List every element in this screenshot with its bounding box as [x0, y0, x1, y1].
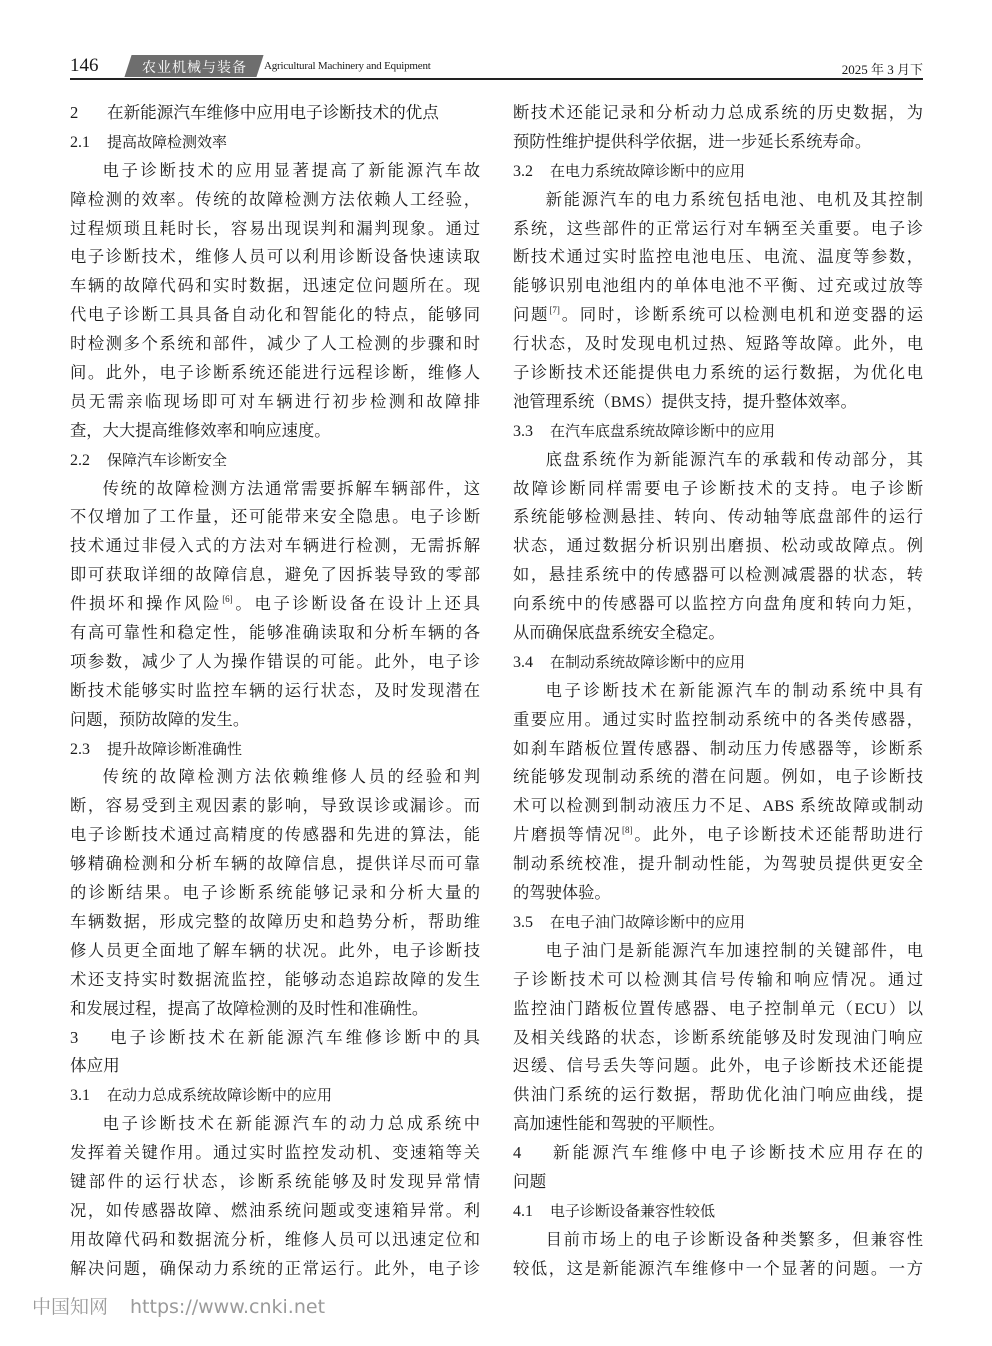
issue-date: 2025 年 3 月下	[841, 62, 923, 77]
text-line: 有高可靠性和稳定性，能够准确读取和分析车辆的各	[70, 623, 480, 643]
text-line: 新能源汽车的电力系统包括电池、电机及其控制	[545, 189, 923, 209]
journal-name-en: Agricultural Machinery and Equipment	[264, 60, 431, 72]
text-line: 不仅增加了工作量，还可能带来安全隐患。电子诊断	[70, 507, 480, 527]
text-line: 和发展过程，提高了故障检测的及时性和准确性。	[70, 998, 429, 1018]
section-heading	[513, 1139, 923, 1197]
heading-number: 2.2	[70, 451, 90, 469]
text-line: 体应用	[70, 1056, 120, 1076]
section-heading	[70, 99, 480, 128]
heading-number: 4.1	[513, 1202, 533, 1220]
text-line: 修人员更全面地了解车辆的状况。此外，电子诊断技	[70, 940, 480, 960]
heading-number: 2.1	[70, 133, 90, 151]
text-line: 术还支持实时数据流监控，能够动态追踪故障的发生	[70, 969, 480, 989]
text-line: 4 新能源汽车维修中电子诊断技术应用存在的	[513, 1139, 923, 1168]
heading-number: 3.5	[513, 913, 533, 931]
heading-number: 3.3	[513, 422, 533, 440]
text-line: 2.1 提高故障检测效率	[70, 128, 480, 157]
watermark-brand: 中国知网	[32, 1296, 109, 1318]
text-line: 统能够发现制动系统的潜在问题。例如，电子诊断技	[513, 767, 923, 787]
section-heading	[70, 1024, 480, 1082]
text-line: 行状态，及时发现电机过热、短路等故障。此外，电	[513, 334, 923, 354]
text-line: 时检测多个系统和部件，减少了人工检测的步骤和时	[70, 334, 480, 354]
subsection-heading	[70, 128, 480, 157]
right-column	[513, 99, 923, 1284]
paragraph	[70, 475, 480, 735]
text-line: 重要应用。通过实时监控制动系统中的各类传感器，	[513, 709, 923, 729]
text-line: 3.4 在制动系统故障诊断中的应用	[513, 648, 923, 677]
text-line: 障检测的效率。传统的故障检测方法依赖人工经验，	[70, 189, 480, 209]
text-line: 间。此外，电子诊断系统还能进行远程诊断，维修人	[70, 363, 480, 383]
text-line: 池管理系统（BMS）提供支持，提升整体效率。	[513, 391, 857, 411]
text-line: 问题，预防故障的发生。	[70, 709, 250, 729]
text-line: 问题	[513, 1171, 547, 1191]
running-header	[70, 54, 923, 80]
text-line: 传统的故障检测方法依赖维修人员的经验和判	[102, 767, 480, 787]
text-line: 3.1 在动力总成系统故障诊断中的应用	[70, 1081, 480, 1110]
text-line: 术可以检测到制动液压力不足、ABS 系统故障或制动	[513, 796, 923, 816]
text-line: 监控油门踏板位置传感器、电子控制单元（ECU）以	[513, 998, 923, 1018]
paragraph	[513, 186, 923, 417]
paragraph	[70, 763, 480, 1023]
text-line: 够精确检测和分析车辆的故障信息，提供详尽而可靠	[70, 854, 480, 874]
subsection-heading	[70, 446, 480, 475]
heading-number: 3.1	[70, 1087, 90, 1105]
page-number: 146	[70, 55, 99, 76]
text-line: 目前市场上的电子诊断设备种类繁多，但兼容性	[545, 1229, 923, 1249]
text-line: 查，大大提高维修效率和响应速度。	[70, 420, 331, 440]
heading-number: 4	[513, 1143, 522, 1163]
paragraph	[513, 677, 923, 908]
text-line: 断技术还能记录和分析动力总成系统的历史数据，为	[513, 103, 923, 122]
text-line: 断技术能够实时监控车辆的运行状态，及时发现潜在	[70, 680, 480, 700]
subsection-heading	[513, 648, 923, 677]
text-line: 3.3 在汽车底盘系统故障诊断中的应用	[513, 417, 923, 446]
text-line: 技术通过非侵入式的方法对车辆进行检测，无需拆解	[70, 536, 480, 556]
text-line: 电子诊断技术在新能源汽车的制动系统中具有	[545, 680, 923, 700]
text-line: 状态，通过数据分析识别出磨损、松动或故障点。例	[513, 536, 923, 556]
journal-name-cn: 农业机械与装备	[142, 60, 247, 76]
text-line: 解决问题，确保动力系统的正常运行。此外，电子诊	[70, 1258, 480, 1278]
text-line: 片磨损等情况[8]。此外，电子诊断技术还能帮助进行	[513, 825, 923, 845]
text-line: 系统，这些部件的正常运行对车辆至关重要。电子诊	[513, 218, 923, 238]
text-line: 2 在新能源汽车维修中应用电子诊断技术的优点	[70, 99, 480, 128]
text-line: 电子诊断技术，维修人员可以利用诊断设备快速读取	[70, 247, 480, 267]
watermark-url: https://www.cnki.net	[130, 1296, 326, 1318]
text-line: 较低，这是新能源汽车维修中一个显著的问题。一方	[513, 1258, 923, 1278]
text-line: 子诊断技术可以检测其信号传输和响应情况。通过	[513, 969, 923, 989]
paragraph	[70, 157, 480, 446]
text-line: 电子诊断技术的应用显著提高了新能源汽车故	[102, 160, 480, 180]
text-line: 2.3 提升故障诊断准确性	[70, 735, 480, 764]
heading-number: 3.4	[513, 653, 533, 671]
citation-ref: [8]	[621, 825, 633, 836]
heading-number: 3	[70, 1027, 79, 1047]
subsection-heading	[70, 735, 480, 764]
text-line: 子诊断技术还能提供电力系统的运行数据，为优化电	[513, 363, 923, 383]
paragraph	[513, 446, 923, 648]
text-line: 发挥着关键作用。通过实时监控发动机、变速箱等关	[70, 1143, 480, 1163]
text-line: 电子诊断技术通过高精度的传感器和先进的算法，能	[70, 825, 480, 845]
text-line: 电子油门是新能源汽车加速控制的关键部件，电	[545, 940, 923, 960]
text-line: 3 电子诊断技术在新能源汽车维修诊断中的具	[70, 1024, 480, 1053]
text-line: 员无需亲临现场即可对车辆进行初步检测和故障排	[70, 391, 480, 411]
text-line: 能够识别电池组内的单体电池不平衡、过充或过放等	[513, 276, 923, 296]
text-line: 的驾驶体验。	[513, 883, 611, 903]
text-line: 代电子诊断工具具备自动化和智能化的特点，能够同	[70, 305, 480, 325]
text-line: 用故障代码和数据流分析，维修人员可以迅速定位和	[70, 1229, 480, 1249]
text-line: 供油门系统的运行数据，帮助优化油门响应曲线，提	[513, 1085, 923, 1105]
paragraph	[513, 937, 923, 1139]
text-line: 3.5 在电子油门故障诊断中的应用	[513, 908, 923, 937]
left-column	[70, 99, 480, 1284]
subsection-heading	[513, 157, 923, 186]
heading-number: 2.3	[70, 740, 90, 758]
subsection-heading	[513, 1197, 923, 1226]
text-line: 项参数，减少了人为操作错误的可能。此外，电子诊	[70, 651, 480, 671]
text-line: 传统的故障检测方法通常需要拆解车辆部件，这	[102, 478, 480, 498]
text-line: 况，如传感器故障、燃油系统问题或变速箱异常。利	[70, 1200, 480, 1220]
subsection-heading	[513, 417, 923, 446]
text-line: 件损坏和操作风险[6]。电子诊断设备在设计上还具	[70, 594, 480, 614]
subsection-heading	[70, 1081, 480, 1110]
text-line: 问题[7]。同时，诊断系统可以检测电机和逆变器的运	[513, 305, 923, 325]
subsection-heading	[513, 908, 923, 937]
text-line: 如，悬挂系统中的传感器可以检测减震器的状态，转	[513, 565, 923, 585]
text-line: 系统能够检测悬挂、转向、传动轴等底盘部件的运行	[513, 507, 923, 527]
text-line: 4.1 电子诊断设备兼容性较低	[513, 1197, 923, 1226]
text-line: 即可获取详细的故障信息，避免了因拆装导致的零部	[70, 565, 480, 585]
text-line: 断技术通过实时监控电池电压、电流、温度等参数，	[513, 247, 923, 267]
paragraph	[513, 1226, 923, 1284]
text-line: 向系统中的传感器可以监控方向盘角度和转向力矩，	[513, 594, 923, 614]
text-line: 故障诊断同样需要电子诊断技术的支持。电子诊断	[513, 478, 923, 498]
text-line: 预防性维护提供科学依据，进一步延长系统寿命。	[513, 131, 872, 151]
text-line: 的诊断结果。电子诊断系统能够记录和分析大量的	[70, 883, 480, 903]
cnki-watermark	[32, 1292, 325, 1319]
text-line: 过程烦琐且耗时长，容易出现误判和漏判现象。通过	[70, 218, 480, 238]
paragraph	[70, 1110, 480, 1283]
text-line: 高加速性能和驾驶的平顺性。	[513, 1114, 725, 1134]
text-line: 车辆的故障代码和实时数据，迅速定位问题所在。现	[70, 276, 480, 296]
text-line: 制动系统校准，提升制动性能，为驾驶员提供更安全	[513, 854, 923, 874]
heading-number: 3.2	[513, 162, 533, 180]
text-line: 3.2 在电力系统故障诊断中的应用	[513, 157, 923, 186]
paragraph	[513, 99, 923, 157]
text-line: 如刹车踏板位置传感器、制动压力传感器等，诊断系	[513, 738, 923, 758]
text-line: 2.2 保障汽车诊断安全	[70, 446, 480, 475]
text-line: 电子诊断技术在新能源汽车的动力总成系统中	[102, 1114, 480, 1134]
citation-ref: [7]	[549, 305, 560, 316]
text-line: 及相关线路的状态，诊断系统能够及时发现油门响应	[513, 1027, 923, 1047]
text-line: 断，容易受到主观因素的影响，导致误诊或漏诊。而	[70, 796, 480, 816]
text-line: 车辆数据，形成完整的故障历史和趋势分析，帮助维	[70, 911, 480, 931]
citation-ref: [6]	[222, 594, 233, 605]
heading-number: 2	[70, 103, 79, 122]
text-line: 迟缓、信号丢失等问题。此外，电子诊断技术还能提	[513, 1056, 923, 1076]
text-line: 键部件的运行状态，诊断系统能够及时发现异常情	[70, 1171, 480, 1191]
text-line: 底盘系统作为新能源汽车的承载和传动部分，其	[545, 449, 923, 469]
text-line: 从而确保底盘系统安全稳定。	[513, 623, 725, 643]
